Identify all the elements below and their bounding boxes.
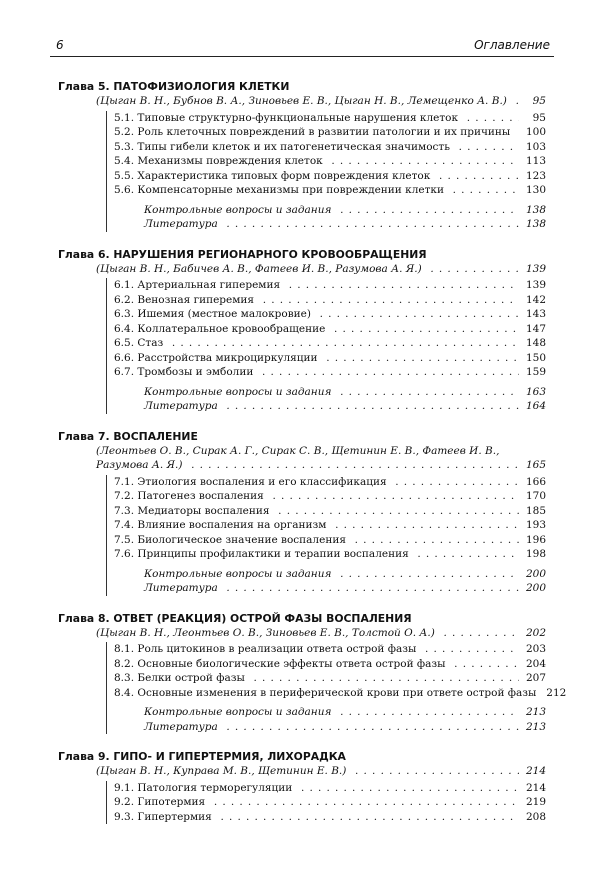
dot-leader: [433, 169, 519, 184]
toc-extra-title: Литература: [144, 400, 218, 412]
toc-section-title: 7.5. Биологическое значение воспаления: [114, 533, 346, 546]
toc-extra: [114, 581, 546, 596]
toc-section-title: 6.2. Венозная гиперемия: [114, 293, 255, 306]
dot-leader: [328, 322, 519, 337]
toc-section-page: 147: [525, 322, 546, 335]
toc-section: [114, 365, 546, 380]
toc-extra: [114, 567, 546, 582]
toc-extra-title: Литература: [144, 582, 218, 594]
toc-section: [114, 307, 546, 322]
toc-extra-page: 200: [525, 582, 546, 594]
toc-extra: [114, 705, 546, 720]
toc-section-title: 7.2. Патогенез воспаления: [114, 490, 264, 502]
dot-leader: [510, 94, 519, 109]
toc-section-title: 7.4. Влияние воспаления на организм: [114, 519, 327, 531]
toc-section: [114, 111, 546, 126]
toc-section-title: 6.6. Расстройства микроциркуляции: [114, 351, 318, 364]
toc-extra-page: 213: [525, 720, 546, 733]
dot-leader: [412, 547, 519, 562]
toc-chapter: [58, 80, 546, 232]
toc-section-page: 219: [525, 796, 546, 808]
toc-section-page: 214: [525, 781, 546, 794]
toc-section-page: 150: [525, 351, 546, 364]
toc-chapter: [58, 750, 546, 824]
dot-leader: [453, 140, 519, 155]
dot-leader: [447, 183, 519, 198]
toc-section-page: 207: [525, 672, 546, 684]
toc-section: [114, 671, 546, 686]
toc-extra-page: 200: [525, 567, 546, 580]
chapter-heading: Глава 7. ВОСПАЛЕНИЕ: [58, 429, 198, 443]
toc-extra-page: 163: [525, 385, 546, 398]
toc-section: [114, 336, 546, 351]
toc-section-title: 7.3. Медиаторы воспаления: [114, 504, 270, 517]
dot-leader: [273, 504, 520, 519]
toc-extra-page: 138: [525, 218, 546, 230]
toc-section: [114, 795, 546, 810]
toc-section-page: 196: [525, 533, 546, 546]
chapter-heading: Глава 5. ПАТОФИЗИОЛОГИЯ КЛЕТКИ: [58, 80, 290, 93]
chapter-heading: Глава 8. ОТВЕТ (РЕАКЦИЯ) ОСТРОЙ ФАЗЫ ВОСПАЛЕНИЯ: [58, 611, 412, 625]
dot-leader: [334, 567, 519, 582]
dot-leader: [295, 781, 519, 796]
toc-chapter: [58, 430, 546, 596]
toc-extra: [114, 217, 546, 232]
dot-leader: [256, 365, 519, 380]
chapter-authors: [58, 262, 546, 277]
dot-leader: [461, 111, 519, 126]
section-list: [106, 111, 546, 232]
chapter-authors-title: (Цыган В. Н., Куправа М. В., Щетинин Е. В.): [96, 765, 347, 777]
chapter-authors: [58, 626, 546, 641]
dot-leader: [438, 626, 519, 641]
toc-section: [114, 781, 546, 796]
toc-section-page: 193: [525, 519, 546, 531]
toc-section-page: 148: [525, 337, 546, 349]
toc-section-page: 100: [525, 126, 546, 138]
toc-section-title: 6.5. Стаз: [114, 337, 164, 349]
toc-section-title: 9.2. Гипотермия: [114, 796, 206, 808]
section-list: [106, 475, 546, 596]
toc-section-page: 142: [525, 293, 546, 306]
toc-section-title: 7.6. Принципы профилактики и терапии воспаления: [114, 548, 409, 560]
dot-leader: [215, 810, 519, 825]
toc-section-title: 6.1. Артериальная гиперемия: [114, 279, 281, 291]
chapter-authors-title: Разумова А. Я.): [96, 459, 183, 471]
toc-section: [114, 322, 546, 337]
dot-leader: [390, 475, 519, 490]
page-number: 6: [56, 38, 64, 52]
toc-section-page: 103: [525, 140, 546, 153]
dot-leader: [221, 581, 519, 596]
toc-extra-page: 138: [525, 203, 546, 216]
toc-section-title: 7.1. Этиология воспаления и его классификация: [114, 475, 387, 488]
chapter-authors-page: 95: [532, 95, 546, 107]
toc-section-page: 166: [525, 475, 546, 488]
toc-section-title: 5.6. Компенсаторные механизмы при повреждении клетки: [114, 184, 444, 196]
dot-leader: [513, 125, 519, 140]
toc-section-title: 9.3. Гипертермия: [114, 810, 212, 823]
toc-section-title: 6.4. Коллатеральное кровообращение: [114, 322, 326, 335]
toc-section-page: 170: [525, 490, 546, 502]
dot-leader: [257, 293, 519, 308]
toc-section: [114, 642, 546, 657]
toc-extra-title: Контрольные вопросы и задания: [144, 706, 332, 718]
toc-extra: [114, 203, 546, 218]
toc-section-title: 8.2. Основные биологические эффекты ответа острой фазы: [114, 657, 446, 670]
toc-section-title: 6.7. Тромбозы и эмболии: [114, 366, 254, 378]
toc-extra-title: Контрольные вопросы и задания: [144, 385, 332, 398]
toc-section: [114, 547, 546, 562]
toc-section-page: 159: [525, 366, 546, 378]
chapter-authors-page: 139: [525, 262, 546, 275]
toc-section-page: 204: [525, 657, 546, 670]
section-list: [106, 278, 546, 414]
toc-section: [114, 154, 546, 169]
toc-extra-title: Контрольные вопросы и задания: [144, 203, 332, 216]
dot-leader: [267, 489, 519, 504]
dot-leader: [248, 671, 519, 686]
chapter-authors-title: (Цыган В. Н., Бубнов В. А., Зиновьев Е. В., Цыган Н. В., Лемещенко А. В.): [96, 95, 507, 107]
dot-leader: [334, 385, 519, 400]
section-list: [106, 781, 546, 825]
chapter-authors: [58, 94, 546, 109]
dot-leader: [425, 262, 519, 277]
toc-section-page: 198: [525, 548, 546, 560]
dot-leader: [334, 705, 519, 720]
toc-section-title: 5.5. Характеристика типовых форм повреждения клеток: [114, 169, 431, 182]
toc-section: [114, 686, 567, 701]
toc-section: [114, 278, 546, 293]
dot-leader: [221, 217, 519, 232]
dot-leader: [329, 518, 519, 533]
toc-section-page: 212: [546, 686, 567, 699]
toc-section-page: 203: [525, 643, 546, 655]
chapter-authors-page: 214: [525, 765, 546, 777]
dot-leader: [321, 351, 519, 366]
dot-leader: [449, 657, 520, 672]
toc-section-page: 130: [525, 184, 546, 196]
toc-extra: [114, 399, 546, 414]
toc-section-title: 5.1. Типовые структурно-функциональные нарушения клеток: [114, 111, 459, 124]
chapter-authors-title: (Цыган В. Н., Бабичев А. В., Фатеев И. В., Разумова А. Я.): [96, 262, 422, 275]
toc-section: [114, 489, 546, 504]
dot-leader: [185, 458, 519, 473]
chapter-heading: Глава 9. ГИПО- И ГИПЕРТЕРМИЯ, ЛИХОРАДКА: [58, 750, 346, 763]
toc-extra-page: 164: [525, 400, 546, 412]
section-list: [106, 642, 567, 734]
toc-section: [114, 518, 546, 533]
toc-section-page: 185: [525, 504, 546, 517]
toc-section-page: 143: [525, 308, 546, 320]
dot-leader: [314, 307, 519, 322]
toc-extra-title: Литература: [144, 218, 218, 230]
toc-section-page: 113: [525, 155, 546, 167]
toc-extra: [114, 385, 546, 400]
dot-leader: [166, 336, 519, 351]
dot-leader: [208, 795, 519, 810]
toc-section: [114, 504, 546, 519]
dot-leader: [349, 764, 519, 779]
toc-section-title: 8.4. Основные изменения в периферической крови при ответе острой фазы: [114, 686, 537, 699]
dot-leader: [221, 720, 519, 735]
chapter-authors: [58, 458, 546, 473]
toc-section-page: 139: [525, 279, 546, 291]
toc-section: [114, 183, 546, 198]
chapter-authors-page: 165: [525, 459, 546, 471]
toc-section-page: 123: [525, 169, 546, 182]
toc-extra-title: Контрольные вопросы и задания: [144, 567, 332, 580]
running-header: [50, 38, 554, 57]
toc-section: [114, 810, 546, 825]
chapter-heading: Глава 6. НАРУШЕНИЯ РЕГИОНАРНОГО КРОВООБРАЩЕНИЯ: [58, 247, 427, 261]
dot-leader: [221, 399, 519, 414]
toc-section-page: 208: [525, 810, 546, 823]
toc-section: [114, 125, 546, 140]
table-of-contents: [58, 80, 567, 840]
toc-extra-title: Литература: [144, 720, 218, 733]
toc-section-title: 8.1. Роль цитокинов в реализации ответа острой фазы: [114, 643, 417, 655]
chapter-authors: [58, 764, 546, 779]
toc-section: [114, 293, 546, 308]
dot-leader: [334, 203, 519, 218]
toc-section-title: 5.4. Механизмы повреждения клеток: [114, 155, 323, 167]
chapter-authors-page: 202: [525, 626, 546, 639]
dot-leader: [326, 154, 519, 169]
toc-section: [114, 533, 546, 548]
toc-section-title: 5.2. Роль клеточных повреждений в развитии патологии и их причины: [114, 126, 511, 138]
toc-section: [114, 657, 546, 672]
running-title: Оглавление: [474, 38, 550, 52]
toc-section: [114, 169, 546, 184]
dot-leader: [349, 533, 519, 548]
toc-section-title: 9.1. Патология терморегуляции: [114, 781, 293, 794]
toc-chapter: [58, 248, 546, 414]
dot-leader: [283, 278, 519, 293]
toc-section: [114, 475, 546, 490]
toc-extra-page: 213: [525, 706, 546, 718]
toc-section: [114, 140, 546, 155]
chapter-authors-line: (Леонтьев О. В., Сирак А. Г., Сирак С. В., Щетинин Е. В., Фатеев И. В.,: [96, 444, 500, 457]
toc-section-page: 95: [532, 111, 546, 124]
toc-section-title: 5.3. Типы гибели клеток и их патогенетическая значимость: [114, 140, 450, 153]
toc-section-title: 8.3. Белки острой фазы: [114, 672, 245, 684]
toc-section-title: 6.3. Ишемия (местное малокровие): [114, 308, 311, 320]
toc-chapter: [58, 611, 567, 735]
dot-leader: [419, 642, 519, 657]
chapter-authors-title: (Цыган В. Н., Леонтьев О. В., Зиновьев Е. В., Толстой О. А.): [96, 626, 435, 639]
toc-section: [114, 351, 546, 366]
toc-extra: [114, 720, 546, 735]
